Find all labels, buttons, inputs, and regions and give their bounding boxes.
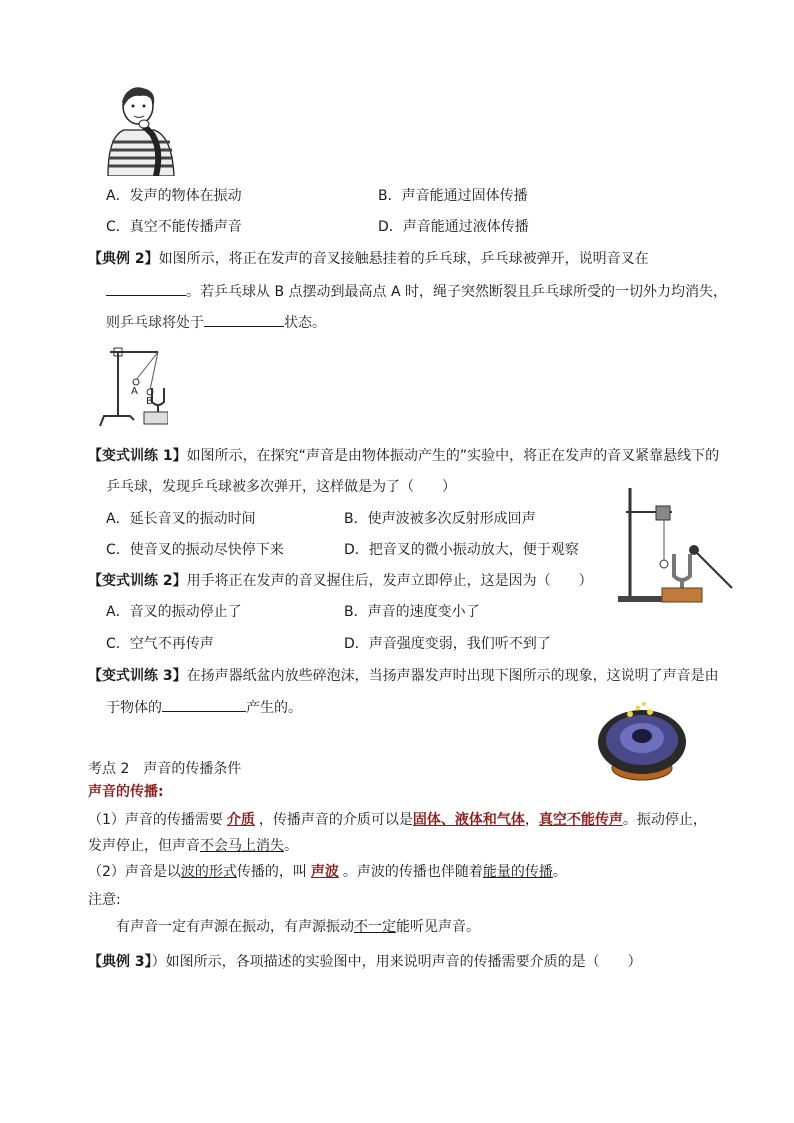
p2-text-a: （2）声音是以	[88, 864, 181, 880]
p1-text-c: ，	[524, 812, 539, 828]
variation-2-option-b: B．声音的速度变小了	[344, 604, 480, 620]
section-heading: 声音的传播:	[88, 784, 164, 800]
p1-media: 固体、液体和气体	[412, 812, 525, 828]
paragraph-1-line2	[88, 836, 298, 856]
person-throat-figure	[100, 84, 180, 176]
p1-text-a: （1）声音的传播需要	[88, 812, 223, 828]
variation-1-line1	[88, 446, 719, 466]
p2-text-d: 。	[552, 864, 567, 880]
tuning-fork-stand-figure	[616, 484, 736, 608]
example-3-line1	[88, 952, 642, 972]
option-b: B．声音能通过固体传播	[378, 188, 528, 204]
p1-vacuum: 真空不能传声	[538, 812, 623, 828]
note-text-b: 能听见声音。	[396, 919, 480, 935]
option-a: A．发声的物体在振动	[106, 188, 242, 204]
p1-text-b: ，传播声音的介质可以是	[258, 812, 413, 828]
example-2-text2: 。若乒乓球从 B 点摆动到最高点 A 时，绳子突然断裂且乒乓球所受的一切外力均消失，	[186, 284, 727, 300]
variation-3-tag: 【变式训练 3】	[88, 668, 187, 684]
paragraph-1-line1	[88, 810, 707, 830]
variation-3-line1	[88, 666, 719, 686]
variation-1-option-c: C．使音叉的振动尽快停下来	[106, 542, 284, 558]
paragraph-2	[88, 862, 567, 882]
example-3-text1: ）如图所示，各项描述的实验图中，用来说明声音的传播需要介质的是（ ）	[151, 954, 642, 970]
p1-medium: 介质	[226, 812, 255, 828]
example-2-line2	[106, 281, 727, 302]
note-label: 注意:	[88, 892, 121, 908]
speaker-figure	[594, 700, 690, 786]
option-c: C．真空不能传播声音	[106, 219, 242, 235]
example-2-tag: 【典例 2】	[88, 251, 159, 267]
variation-1-text1: 如图所示，在探究“声音是由物体振动产生的”实验中，将正在发声的音叉紧靠悬线下的	[186, 448, 720, 464]
point-a-label: A	[131, 386, 138, 397]
variation-2-tag: 【变式训练 2】	[88, 573, 187, 589]
variation-2-option-a: A．音叉的振动停止了	[106, 604, 242, 620]
example-2-text1: 如图所示，将正在发声的音叉接触悬挂着的乒乓球，乒乓球被弹开，说明音叉在	[158, 251, 649, 267]
p2-wave: 波的形式	[180, 864, 237, 880]
variation-3-text2b: 产生的。	[246, 700, 302, 716]
p1-text-d: 。振动停止，	[622, 812, 707, 828]
variation-2-line1	[88, 571, 593, 591]
example-2-line3	[106, 312, 326, 333]
example-2-text3a: 则乒乓球将处于	[106, 315, 204, 331]
p2-text-b: 传播的，叫	[236, 864, 307, 880]
option-d: D．声音能通过液体传播	[378, 219, 529, 235]
answer-blank[interactable]	[162, 697, 246, 712]
variation-3-line2	[106, 697, 302, 718]
p1-line2-b: 。	[284, 838, 298, 854]
point-b-label: B	[146, 396, 153, 407]
example-3-tag: 【典例 3】	[88, 954, 152, 970]
p2-energy: 能量的传播	[482, 864, 553, 880]
variation-1-option-d: D．把音叉的微小振动放大，便于观察	[344, 542, 579, 558]
p1-line2-underline: 不会马上消失	[200, 838, 284, 854]
answer-blank[interactable]	[106, 281, 186, 296]
variation-3-text1: 在扬声器纸盆内放些碎泡沫，当扬声器发声时出现下图所示的现象，这说明了声音是由	[186, 668, 719, 684]
note-text	[116, 917, 480, 937]
answer-blank[interactable]	[204, 312, 284, 327]
example-2-text3b: 状态。	[284, 315, 326, 331]
variation-1-tag: 【变式训练 1】	[88, 448, 187, 464]
example-2-line1	[88, 249, 649, 269]
p1-line2-a: 发声停止，但声音	[88, 838, 200, 854]
variation-3-text2a: 于物体的	[106, 700, 162, 716]
note-text-a: 有声音一定有声源在振动，有声源振动	[116, 919, 354, 935]
variation-2-text1: 用手将正在发声的音叉握住后，发声立即停止，这是因为（ ）	[186, 573, 593, 589]
variation-1-option-b: B．使声波被多次反射形成回声	[344, 511, 536, 527]
variation-1-option-a: A．延长音叉的振动时间	[106, 511, 256, 527]
p2-text-c: 。声波的传播也伴随着	[342, 864, 483, 880]
p2-sound-wave: 声波	[310, 864, 339, 880]
pendulum-tuning-fork-figure	[96, 344, 168, 428]
variation-2-option-c: C．空气不再传声	[106, 636, 214, 652]
variation-1-line2: 乒乓球，发现乒乓球被多次弹开，这样做是为了（ ）	[106, 479, 456, 495]
section-title: 考点 2 声音的传播条件	[88, 761, 242, 777]
note-underline: 不一定	[354, 919, 396, 935]
variation-2-option-d: D．声音强度变弱，我们听不到了	[344, 636, 551, 652]
